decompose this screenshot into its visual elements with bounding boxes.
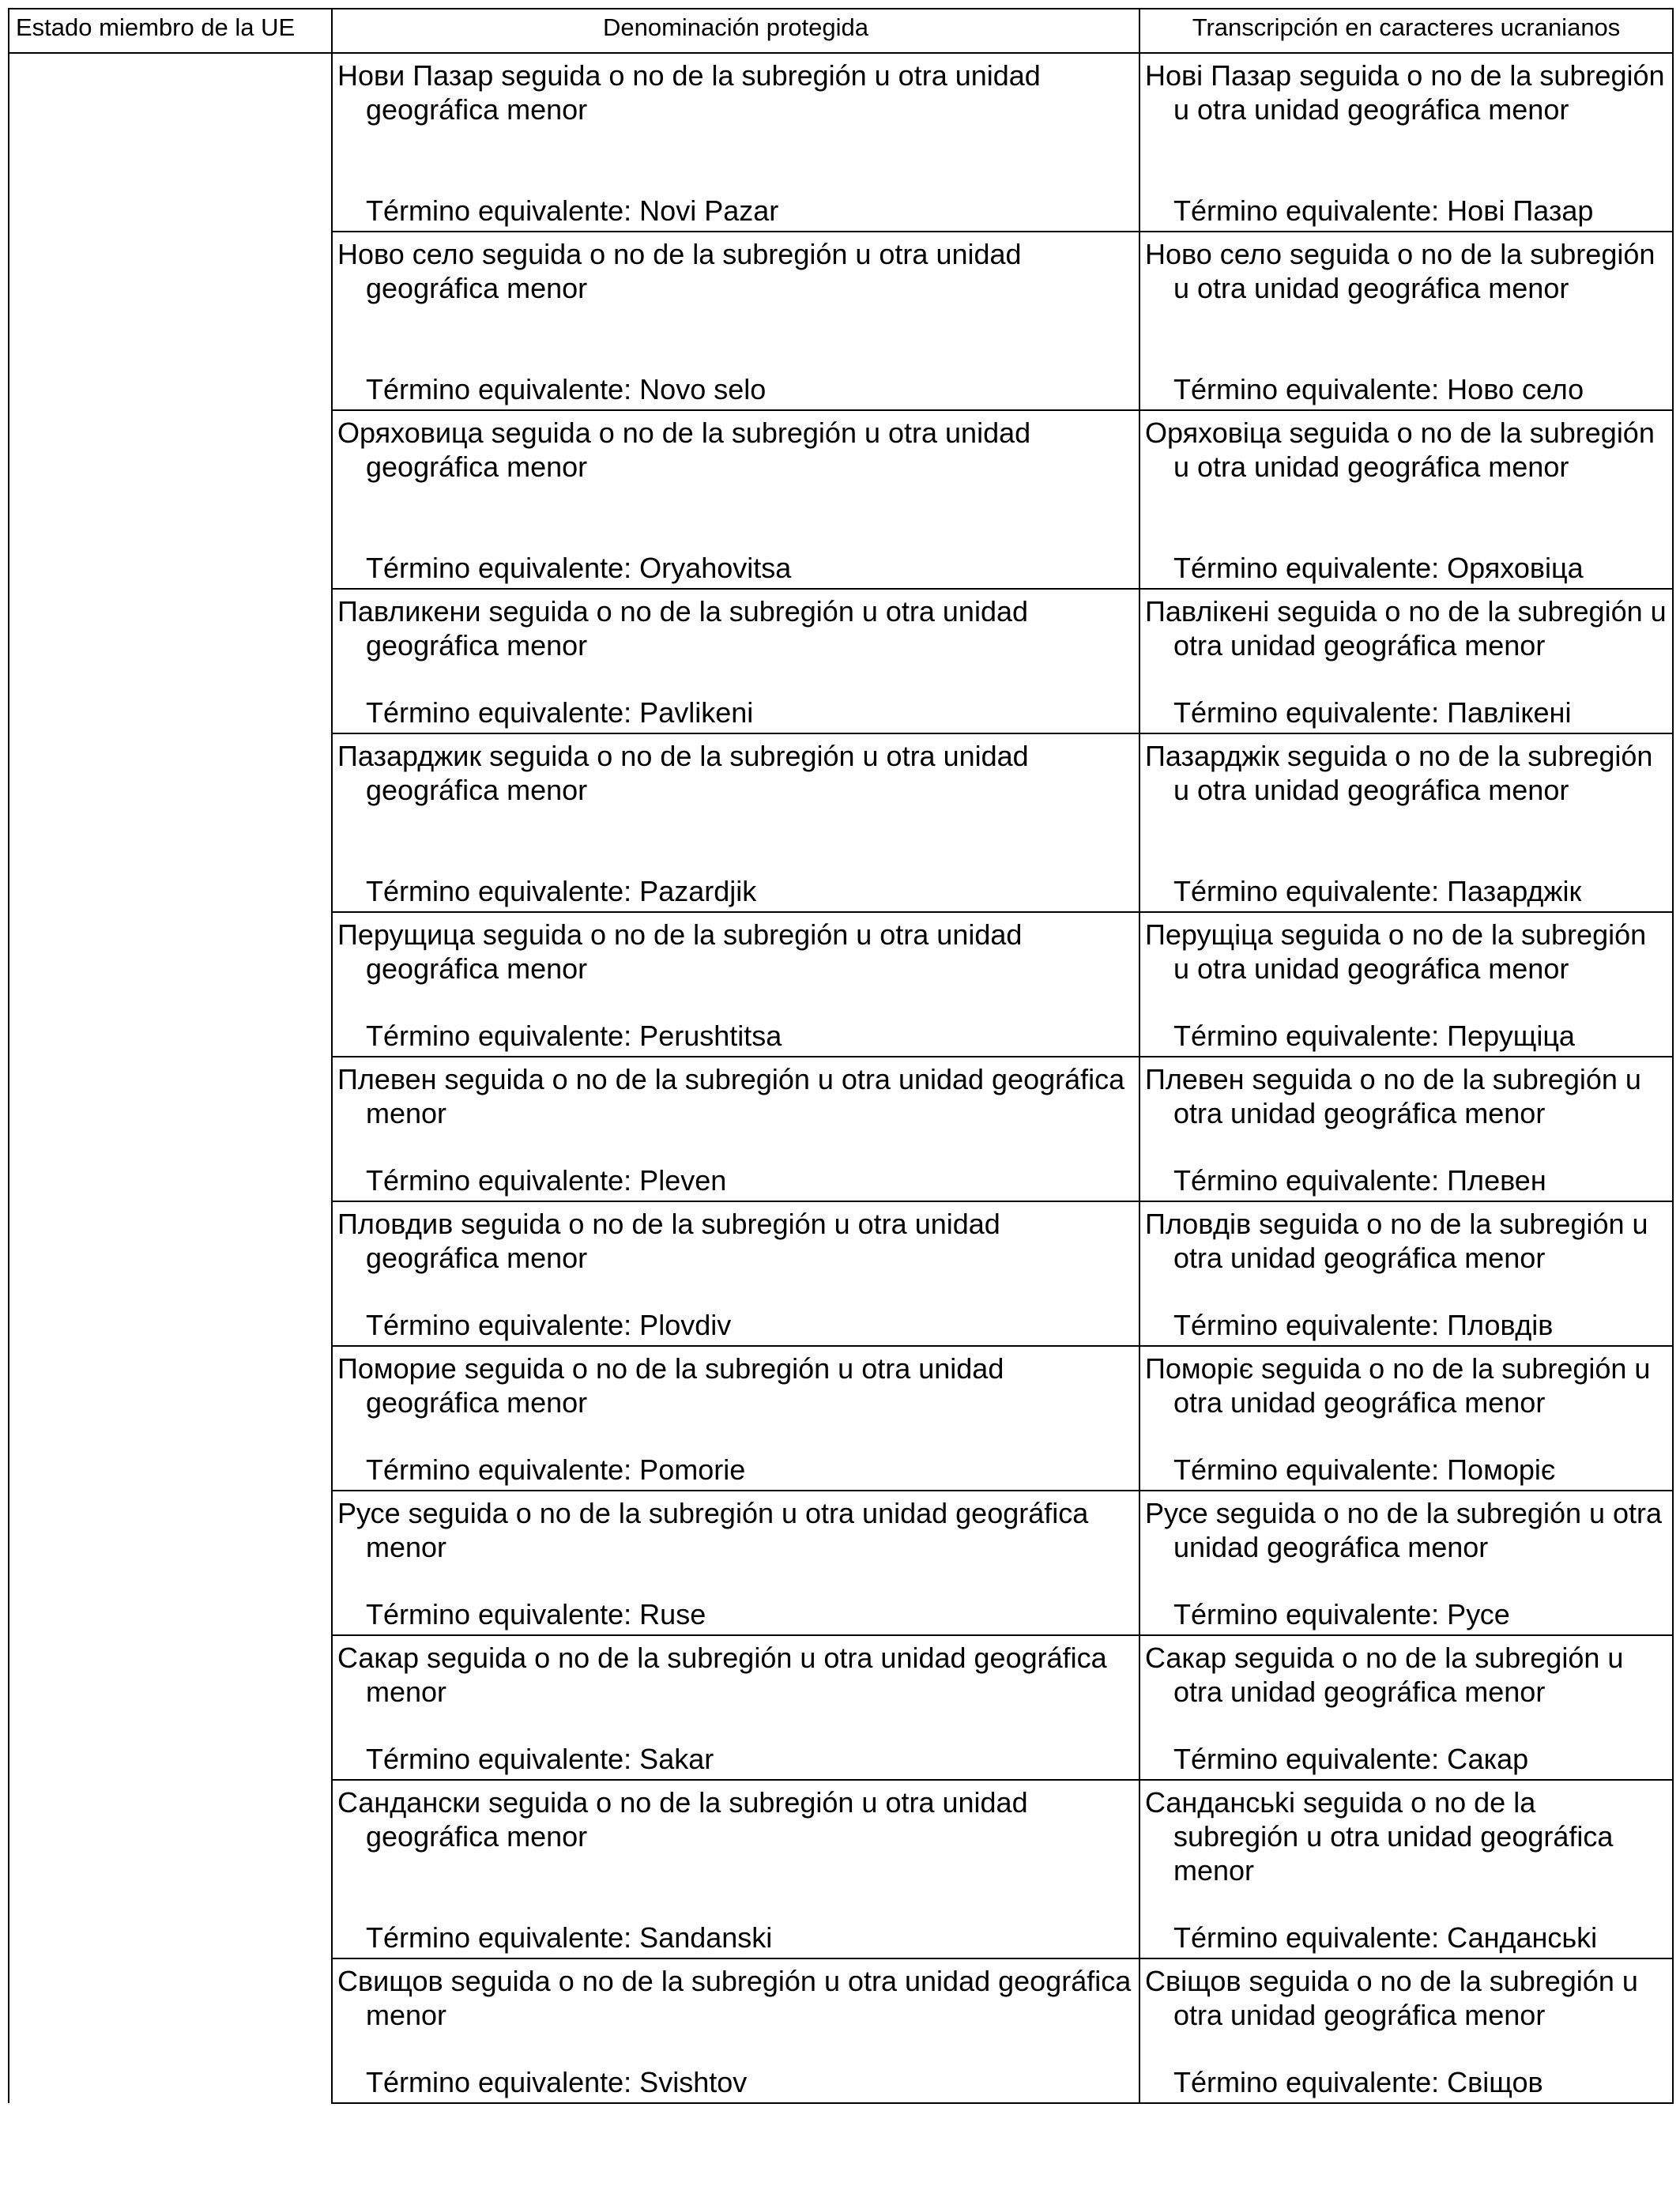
protected-name-cell-text: Сандански seguida o no de la subregión u otra unidad geográfica menor	[337, 1786, 1028, 1853]
member-state-cell	[9, 1057, 332, 1201]
protected-name-cell	[332, 1635, 1139, 1780]
protected-name-cell-text: Сакар seguida o no de la subregión u otra unidad geográfica menor	[337, 1642, 1107, 1708]
table-row	[9, 410, 1673, 589]
transcription-cell	[1139, 1201, 1673, 1346]
transcription-cell-equivalent: Término equivalente: Павлікені	[1173, 696, 1572, 729]
transcription-cell-text: Павлікені seguida o no de la subregión u otra unidad geográfica menor	[1145, 595, 1667, 662]
transcription-cell	[1139, 1635, 1673, 1780]
transcription-cell-text: Сакар seguida o no de la subregión u otra unidad geográfica menor	[1145, 1642, 1624, 1708]
transcription-cell-equivalent: Término equivalente: Сандансьkі	[1173, 1921, 1598, 1954]
protected-name-cell	[332, 589, 1139, 733]
transcription-cell	[1139, 733, 1673, 912]
table-row	[9, 912, 1673, 1057]
protected-name-cell	[332, 733, 1139, 912]
protected-name-cell-text: Пазарджик seguida o no de la subregión u otra unidad geográfica menor	[337, 740, 1029, 806]
member-state-cell	[9, 589, 332, 733]
transcription-cell-text: Сандансьkі seguida o no de la subregión u otra unidad geográfica menor	[1145, 1786, 1614, 1887]
protected-name-cell	[332, 1057, 1139, 1201]
transcription-cell-text: Поморіє seguida o no de la subregión u otra unidad geográfica menor	[1145, 1352, 1651, 1419]
transcription-cell-text: Перущіца seguida o no de la subregión u otra unidad geográfica menor	[1145, 918, 1647, 985]
protected-name-cell-text: Оряховица seguida o no de la subregión u otra unidad geográfica menor	[337, 417, 1031, 483]
transcription-cell	[1139, 1491, 1673, 1635]
protected-name-cell	[332, 1491, 1139, 1635]
geographical-indications-table	[8, 8, 1674, 2104]
transcription-cell-text: Ново село seguida o no de la subregión u otra unidad geográfica menor	[1145, 238, 1656, 304]
table-row	[9, 733, 1673, 912]
member-state-cell	[9, 1635, 332, 1780]
protected-name-cell-text: Русе seguida o no de la subregión u otra unidad geográfica menor	[337, 1497, 1089, 1563]
table-row	[9, 1958, 1673, 2103]
transcription-cell-equivalent: Término equivalente: Нові Пазар	[1173, 194, 1594, 227]
member-state-cell	[9, 1201, 332, 1346]
protected-name-cell-equivalent: Término equivalente: Novo selo	[366, 373, 767, 405]
protected-name-cell-equivalent: Término equivalente: Ruse	[366, 1598, 706, 1630]
protected-name-cell-equivalent: Término equivalente: Oryahovitsa	[366, 552, 792, 584]
table-row	[9, 1057, 1673, 1201]
transcription-cell-equivalent: Término equivalente: Сакар	[1173, 1743, 1529, 1775]
protected-name-cell	[332, 232, 1139, 410]
transcription-cell-equivalent: Término equivalente: Пловдів	[1173, 1309, 1554, 1341]
protected-name-cell-equivalent: Término equivalente: Pazardjik	[366, 875, 757, 907]
protected-name-cell	[332, 410, 1139, 589]
protected-name-cell	[332, 1958, 1139, 2103]
transcription-cell	[1139, 1346, 1673, 1491]
transcription-cell-text: Оряховіца seguida o no de la subregión u otra unidad geográfica menor	[1145, 417, 1655, 483]
table-header-row	[9, 9, 1673, 53]
transcription-cell	[1139, 1780, 1673, 1958]
protected-name-cell	[332, 1780, 1139, 1958]
transcription-cell	[1139, 589, 1673, 733]
transcription-cell-equivalent: Término equivalente: Ново село	[1173, 373, 1584, 405]
protected-name-cell-equivalent: Término equivalente: Perushtitsa	[366, 1020, 782, 1052]
transcription-cell-text: Плевен seguida o no de la subregión u otra unidad geográfica menor	[1145, 1063, 1641, 1129]
protected-name-cell-text: Ново село seguida o no de la subregión u otra unidad geográfica menor	[337, 238, 1022, 304]
transcription-cell-equivalent: Término equivalente: Оряховіца	[1173, 552, 1584, 584]
transcription-cell-equivalent: Término equivalente: Пазарджік	[1173, 875, 1582, 907]
protected-name-cell-equivalent: Término equivalente: Sakar	[366, 1743, 714, 1775]
member-state-cell	[9, 232, 332, 410]
protected-name-cell-equivalent: Término equivalente: Pomorie	[366, 1453, 746, 1486]
transcription-cell-equivalent: Término equivalente: Перущіца	[1173, 1020, 1575, 1052]
member-state-cell	[9, 1958, 332, 2103]
protected-name-cell	[332, 53, 1139, 232]
table-row	[9, 1346, 1673, 1491]
header-member-state: Estado miembro de la UE	[9, 9, 332, 53]
protected-name-cell-equivalent: Término equivalente: Pleven	[366, 1164, 727, 1197]
protected-name-cell-equivalent: Término equivalente: Pavlikeni	[366, 696, 754, 729]
member-state-cell	[9, 1491, 332, 1635]
member-state-cell	[9, 1346, 332, 1491]
transcription-cell-text: Пловдів seguida o no de la subregión u otra unidad geográfica menor	[1145, 1208, 1648, 1274]
table-row	[9, 1201, 1673, 1346]
protected-name-cell-text: Плевен seguida o no de la subregión u otra unidad geográfica menor	[337, 1063, 1125, 1129]
table-row	[9, 53, 1673, 232]
transcription-cell	[1139, 1958, 1673, 2103]
transcription-cell-text: Нові Пазар seguida o no de la subregión u otra unidad geográfica menor	[1145, 59, 1665, 126]
protected-name-cell-text: Поморие seguida o no de la subregión u otra unidad geográfica menor	[337, 1352, 1004, 1419]
transcription-cell-text: Русе seguida o no de la subregión u otra unidad geográfica menor	[1145, 1497, 1663, 1563]
table-row	[9, 1635, 1673, 1780]
protected-name-cell-text: Нови Пазар seguida o no de la subregión u otra unidad geográfica menor	[337, 59, 1041, 126]
transcription-cell	[1139, 232, 1673, 410]
table-row	[9, 1780, 1673, 1958]
protected-name-cell	[332, 912, 1139, 1057]
protected-name-cell-equivalent: Término equivalente: Svishtov	[366, 2066, 748, 2098]
protected-name-cell	[332, 1201, 1139, 1346]
transcription-cell-text: Пазарджік seguida o no de la subregión u otra unidad geográfica menor	[1145, 740, 1653, 806]
table-row	[9, 232, 1673, 410]
member-state-cell	[9, 733, 332, 912]
protected-name-cell-equivalent: Término equivalente: Novi Pazar	[366, 194, 779, 227]
table-row	[9, 1491, 1673, 1635]
transcription-cell	[1139, 912, 1673, 1057]
transcription-cell-text: Свіщов seguida o no de la subregión u otra unidad geográfica menor	[1145, 1965, 1638, 2031]
header-protected-name: Denominación protegida	[332, 9, 1139, 53]
protected-name-cell-text: Перущица seguida o no de la subregión u otra unidad geográfica menor	[337, 918, 1023, 985]
member-state-cell	[9, 53, 332, 232]
member-state-cell	[9, 912, 332, 1057]
transcription-cell	[1139, 1057, 1673, 1201]
member-state-cell	[9, 1780, 332, 1958]
protected-name-cell	[332, 1346, 1139, 1491]
transcription-cell	[1139, 53, 1673, 232]
transcription-cell-equivalent: Término equivalente: Поморіє	[1173, 1453, 1556, 1486]
member-state-cell	[9, 410, 332, 589]
transcription-cell	[1139, 410, 1673, 589]
protected-name-cell-text: Свищов seguida o no de la subregión u otra unidad geográfica menor	[337, 1965, 1132, 2031]
table-row	[9, 589, 1673, 733]
header-ukrainian-transcription: Transcripción en caracteres ucranianos	[1139, 9, 1673, 53]
protected-name-cell-equivalent: Término equivalente: Sandanski	[366, 1921, 773, 1954]
protected-name-cell-equivalent: Término equivalente: Plovdiv	[366, 1309, 732, 1341]
transcription-cell-equivalent: Término equivalente: Русе	[1173, 1598, 1510, 1630]
transcription-cell-equivalent: Término equivalente: Свіщов	[1173, 2066, 1543, 2098]
transcription-cell-equivalent: Término equivalente: Плевен	[1173, 1164, 1546, 1197]
protected-name-cell-text: Павликени seguida o no de la subregión u otra unidad geográfica menor	[337, 595, 1029, 662]
protected-name-cell-text: Пловдив seguida o no de la subregión u otra unidad geográfica menor	[337, 1208, 1000, 1274]
